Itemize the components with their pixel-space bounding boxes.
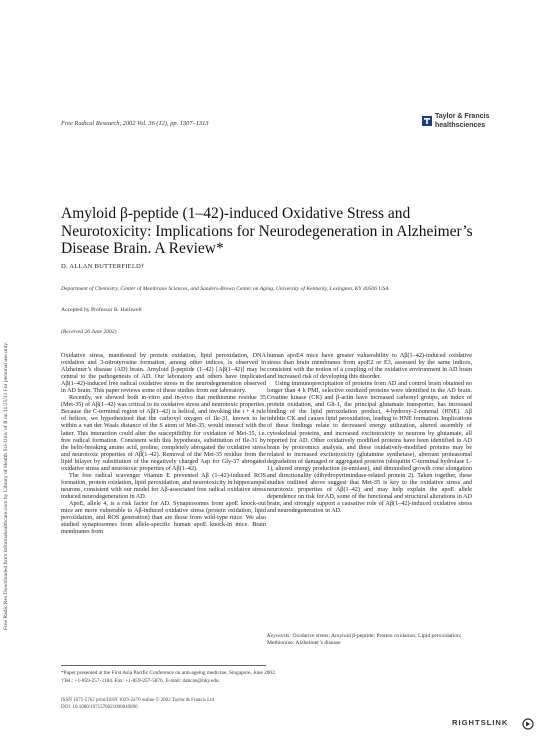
doi-line[interactable]: DOI: 10.1080/1071576021000049890	[61, 705, 138, 710]
keywords	[267, 633, 472, 647]
journal-citation: Free Radical Research, 2002 Vol. 36 (12), pp. 1307–1313	[61, 120, 209, 127]
keywords-text: Oxidative stress; Amyloid β-peptide; Protein oxidation; Lipid peroxidation; Methionine; Alzheimer’s disease	[267, 633, 462, 646]
footnote-divider	[61, 665, 266, 666]
publisher-logo-subname: healthsciences	[435, 122, 486, 129]
keywords-label: Keywords:	[267, 633, 292, 639]
rightslink-icon	[522, 718, 534, 730]
download-notice-text: Free Radic Res Downloaded from informahealthcare.com by Library of Health Sci-Univ of Il on 11/25/11 For personal use only.	[3, 341, 9, 630]
author-affiliation: Department of Chemistry, Center of Membrane Sciences, and Sanders-Brown Center on Aging, University of Kentucky, Lexington, KY 40506 USA	[61, 286, 389, 292]
abstract-paragraph-2: Recently, we showed both in-vitro and in-vivo that methionine residue 35 (Met-35) of Aβ(1–42) was critical to its oxidative stress and neurotoxic properties. Because the C-terminal region of Aβ(1–42) is helical, and invoking the i + 4 rule of helices, we hypothesized that the carboxyl oxygen of Ile-31, known to be within a van der Waals distance of the S atom of Met-35, would interact with the latter. This interaction could alter the susceptibility for oxidation of Met-35, i.e. free radical formation. Consistent with this hypothesis, substitution of Ile-31 by the helix-breaking amino acid, proline, completely abrogated the oxidative stress and neurotoxic properties of Aβ(1–42). Removal of the Met-35 residue from the lipid bilayer by substitution of the negatively charged Asp for Gly-37 abrogated oxidative stress and neurotoxic properties of Aβ(1–42).	[61, 394, 266, 472]
accepted-by: Accepted by Professor B. Halliwell	[61, 307, 142, 313]
issn-line: ISSN 1071-5762 print/ISSN 1029-2470 online © 2002 Taylor & Francis Ltd	[61, 698, 215, 703]
publisher-logo-icon	[422, 116, 432, 126]
rightslink-logo[interactable]: RIGHTSLINK	[452, 718, 509, 727]
article-title: Amyloid β-peptide (1–42)-induced Oxidative Stress and Neurotoxicity: Implications for Neurodegeneration in Alzheimer’s Disease Brain. A Review*	[61, 205, 473, 257]
abstract-left-column	[61, 352, 266, 535]
abstract-paragraph-4: ApoE, allele 4, is a risk factor for AD. Synaptosomes from apoE knock-out mice are more vulnerable to Aβ-induced oxidative stress (protein oxidation, lipid peroxidation, and ROS generation) than are those from wild-type mice. We also studied synaptosomes from allele-specific human apoE knock-in mice. Brain membranes from	[61, 499, 266, 536]
abstract-right-column	[267, 352, 472, 514]
footnote-conference: *Paper presented at the First Asia Pacific Conference on anti-ageing medicine, Singapore, June 2002.	[61, 670, 277, 676]
download-notice	[3, 180, 37, 630]
publisher-logo-name: Taylor & Francis	[435, 113, 490, 120]
abstract-paragraph-6: Using immunoprecipitation of proteins from AD and control brain obtained no longer than 4 h PMI, selective oxidized proteins were identified in the AD brain. Creatine kinase (CK) and β-actin have increased carbonyl groups, an index of protein oxidation, and Glt-1, the principal glutamate transporter, has increased binding of the lipid peroxidation product, 4-hydroxy-2-nonenal (HNE). Aβ inhibits CK and causes lipid peroxidation, leading to HNE formation. Implications of these findings relate to decreased energy utilization, altered assembly of cytoskeletal proteins, and increased excitotoxicity to neurons by glutamate, all reported for AD. Other oxidatively modified proteins have been identified in AD brain by proteomics analysis, and these oxidatively-modified proteins may be related to increased excitotoxicity (glutamine synthetase), aberrant proteasomal degradation of damaged or aggregated proteins (ubiquitin C-terminal hydrolase L-1), altered energy production (α-enolase), and diminished growth cone elongation and directionality (dihydropyrimindase-related protein 2). Taken together, these studies outlined above suggest that Met-35 is key to the oxidative stress and neurotoxic properties of Aβ(1–42) and may help explain the apoE allele dependence on risk for AD, some of the functional and structural alterations in AD brain, and strongly support a causative role of Aβ(1–42)-induced oxidative stress and neurodegeneration in AD.	[267, 380, 472, 515]
footnote-contact: †Tel.: +1-859-257-3184. Fax: +1-859-257-5876. E-mail: dabcns@uky.edu	[61, 678, 219, 684]
received-date: (Received 26 June 2002)	[61, 329, 117, 335]
abstract-paragraph-5: human apoE4 mice have greater vulnerability to Aβ(1–42)-induced oxidative stress than brain membranes from apoE2 or E3, assessed by the same indices, consistent with the notion of a coupling of the oxidative environment in AD brain and increased risk of developing this disorder.	[267, 352, 472, 381]
abstract-paragraph-1: Oxidative stress, manifested by protein oxidation, lipid peroxidation, DNA oxidation and 3-nitrotyrosine formation, among other indices, is observed in Alzheimer’s disease (AD) brain. Amyloid β-peptide (1–42) [Aβ(1–42)] may be central to the pathogenesis of AD. Our laboratory and others have implicated Aβ(1–42)-induced free radical oxidative stress in the neurodegeneration observed in AD brain. This paper reviews some of these studies from our laboratory.	[61, 352, 266, 395]
publisher-logo[interactable]	[422, 113, 507, 133]
abstract-paragraph-3: The free radical scavenger vitamin E prevented Aβ (1–42)-induced ROS formation, protein oxidation, lipid peroxidation, and neurotoxicity in hippocampal neurons, consistent with our model for Aβ-associated free radical oxidative stress induced neurodegeneration in AD.	[61, 471, 266, 500]
author-name: D. ALLAN BUTTERFIELD†	[61, 263, 145, 270]
